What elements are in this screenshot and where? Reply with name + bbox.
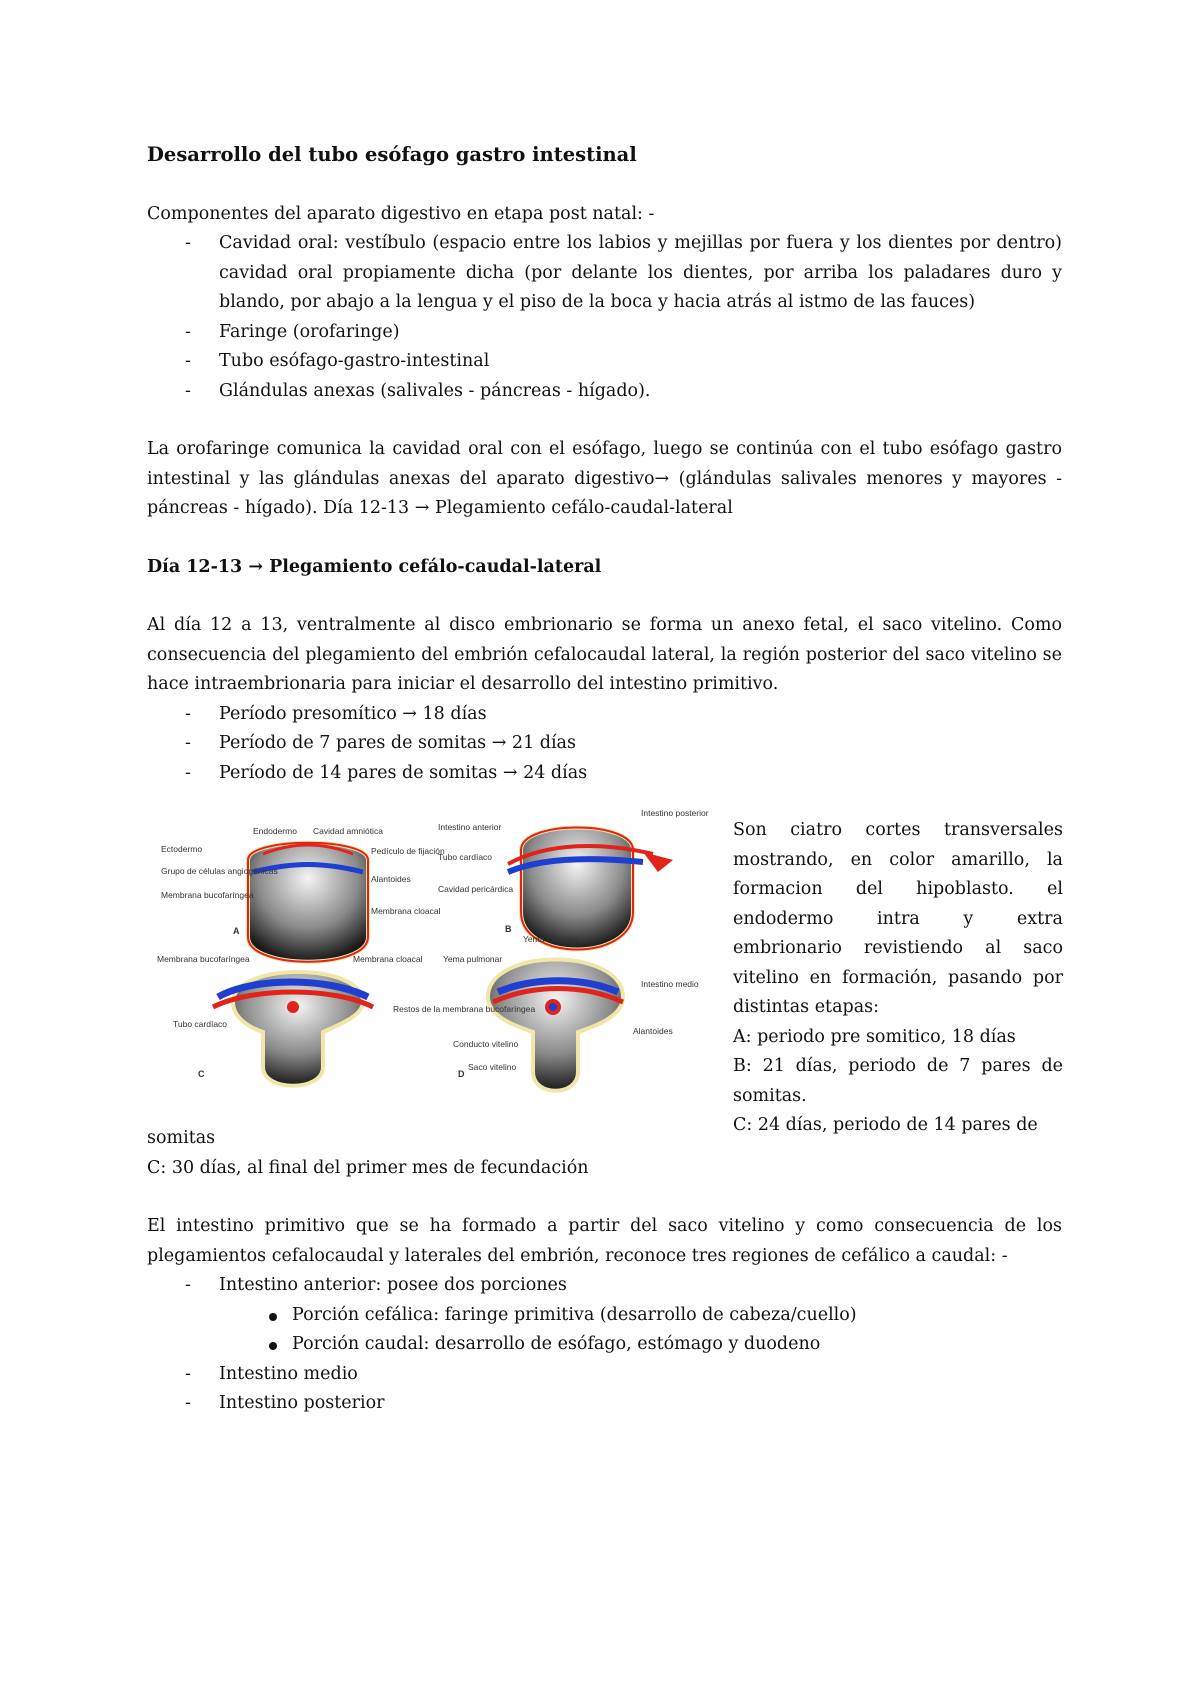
intestine-regions-list-cont [147, 1360, 1062, 1419]
bullet-icon [269, 1342, 277, 1350]
label-alantoides-d: Alantoides [633, 1026, 673, 1036]
document-page [147, 140, 1062, 1419]
list-item: - Tubo esófago-gastro-intestinal [147, 347, 1062, 377]
list-item: - Período de 14 pares de somitas → 24 días [147, 759, 1062, 789]
figure-row [147, 802, 1063, 1135]
list-item: Porción cefálica: faringe primitiva (desarrollo de cabeza/cuello) [147, 1301, 1062, 1331]
label-tubo-cardiaco-b: Tubo cardíaco [438, 852, 493, 862]
label-intestino-posterior: Intestino posterior [641, 808, 709, 818]
label-conducto-vitelino: Conducto vitelino [453, 1039, 519, 1049]
list-item: - Período de 7 pares de somitas → 21 días [147, 729, 1062, 759]
label-membrana-cloacal-c: Membrana cloacal [353, 954, 423, 964]
label-saco-vitelino: Saco vitelino [468, 1062, 517, 1072]
figure-caption [733, 816, 1063, 1141]
label-tubo-cardiaco-c: Tubo cardíaco [173, 1019, 228, 1029]
label-membrana-cloacal-a: Membrana cloacal [371, 906, 441, 916]
caption-intro: Son ciatro cortes transversales mostrando, en color amarillo, la formacion del hipoblasto. el endodermo intra y extra embrionario revistiendo al saco vitelino en formación, pasando por distintas etapas: [733, 820, 1063, 1017]
caption-stage-c1: C: 24 días, periodo de 14 pares de [733, 1115, 1038, 1135]
list-item: - Cavidad oral: vestíbulo (espacio entre los labios y mejillas por fuera y los dientes por dentro) cavidad oral propiamente dicha (por delante los dientes, por arriba los paladares duro y blando, por abajo a la lengua y el piso de la boca y hacia atrás al istmo de las fauces) [147, 229, 1062, 318]
paragraph-saco-vitelino: Al día 12 a 13, ventralmente al disco embrionario se forma un anexo fetal, el saco vitelino. Como consecuencia del plegamiento del embrión cefalocaudal lateral, la región posterior del saco vitelino se hace intraembrionaria para iniciar el desarrollo del intestino primitivo. [147, 615, 1062, 694]
label-intestino-medio: Intestino medio [641, 979, 699, 989]
label-ectodermo: Ectodermo [161, 844, 203, 854]
list-item: - Intestino posterior [147, 1389, 1062, 1419]
periods-list [147, 700, 1062, 789]
label-grupo-celulas: Grupo de células angiogénicas [161, 866, 278, 876]
components-list [147, 229, 1062, 406]
paragraph-orofaringe: La orofaringe comunica la cavidad oral con el esófago, luego se continúa con el tubo esófago gastro intestinal y las glándulas anexas del aparato digestivo→ (glándulas salivales menores y mayores - páncreas - hígado). Día 12-13 → Plegamiento cefálo-caudal-lateral [147, 439, 1062, 518]
embryo-folding-diagram [153, 802, 715, 1094]
list-item: - Intestino medio [147, 1360, 1062, 1390]
list-item: - Intestino anterior: posee dos porciones [147, 1271, 1062, 1301]
label-intestino-anterior: Intestino anterior [438, 822, 502, 832]
components-intro: Componentes del aparato digestivo en etapa post natal: - [147, 203, 655, 224]
label-cavidad-amniotica: Cavidad amniótica [313, 826, 383, 836]
letter-c: C [198, 1069, 205, 1079]
list-item: - Período presomítico → 18 días [147, 700, 1062, 730]
letter-d: D [458, 1069, 465, 1079]
label-yema-hepatica: Yema hepática [523, 934, 579, 944]
list-item: - Faringe (orofaringe) [147, 318, 1062, 348]
intestine-regions-list [147, 1271, 1062, 1301]
label-cavidad-pericardica: Cavidad pericárdica [438, 884, 514, 894]
caption-stage-c2: C: 30 días, al final del primer mes de fecundación [147, 1157, 589, 1178]
label-endodermo: Endodermo [253, 826, 297, 836]
document-title: Desarrollo del tubo esófago gastro intestinal [147, 143, 637, 166]
caption-stage-b: B: 21 días, periodo de 7 pares de somitas. [733, 1056, 1063, 1106]
list-item: Porción caudal: desarrollo de esófago, estómago y duodeno [147, 1330, 1062, 1360]
caption-stage-c1-cont: somitas [147, 1128, 216, 1148]
section-heading: Día 12-13 → Plegamiento cefálo-caudal-lateral [147, 556, 602, 577]
label-alantoides-a: Alantoides [371, 874, 411, 884]
caption-stage-a: A: periodo pre somitico, 18 días [733, 1026, 1016, 1047]
label-membrana-bucofaringea-c: Membrana bucofaríngea [157, 954, 250, 964]
label-yema-pulmonar: Yema pulmonar [443, 954, 503, 964]
label-pediculo: Pedículo de fijación [371, 846, 445, 856]
letter-b: B [505, 924, 512, 934]
label-restos-membrana: Restos de la membrana bucofaríngea [393, 1004, 536, 1014]
bullet-icon [269, 1313, 277, 1321]
letter-a: A [233, 926, 240, 936]
label-membrana-bucofaringea-a: Membrana bucofaríngea [161, 890, 254, 900]
paragraph-intestino: El intestino primitivo que se ha formado a partir del saco vitelino y como consecuencia de los plegamientos cefalocaudal y laterales del embrión, reconoce tres regiones de cefálico a caudal: - [147, 1216, 1062, 1266]
anterior-portions-list [147, 1301, 1062, 1360]
list-item: - Glándulas anexas (salivales - páncreas - hígado). [147, 377, 1062, 407]
